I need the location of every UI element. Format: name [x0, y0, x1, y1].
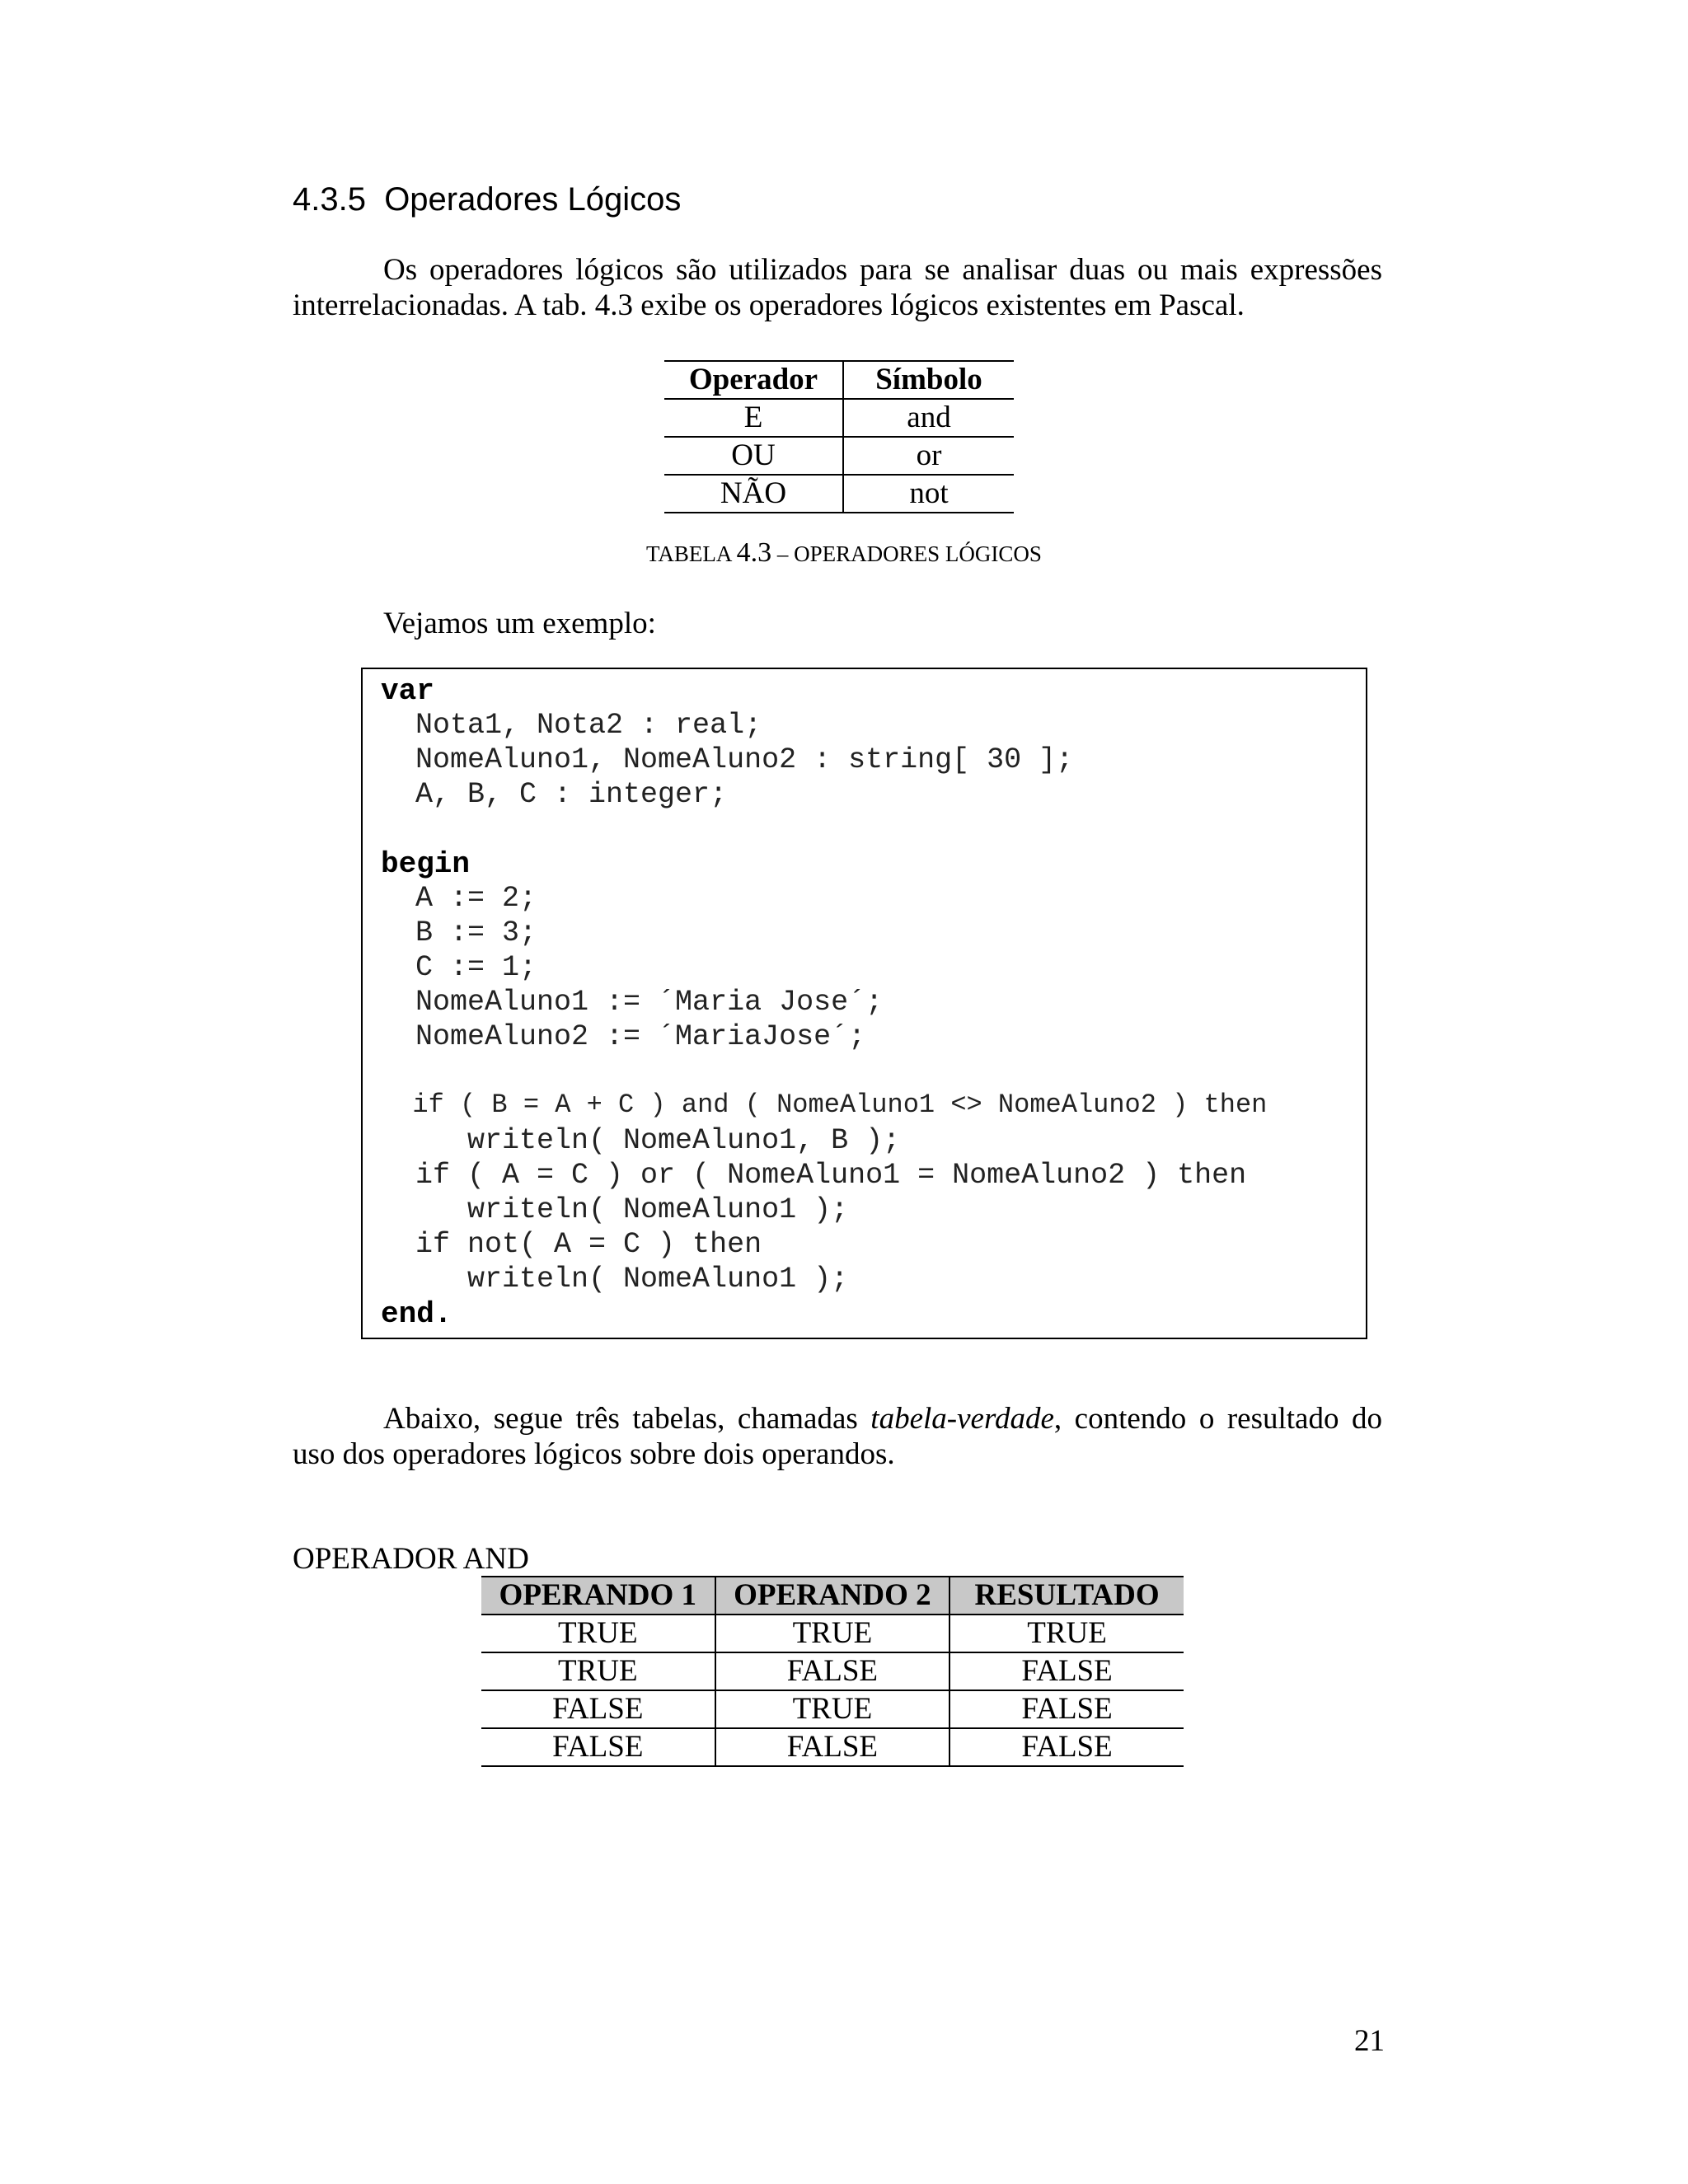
code-line: writeln( NomeAluno1 ); [381, 1193, 849, 1226]
table-row [664, 399, 1014, 437]
table-header-cell: OPERANDO 1 [481, 1577, 715, 1615]
caption-number: 4.3 [736, 537, 772, 568]
code-line: if ( A = C ) or ( NomeAluno1 = NomeAluno2 ) then [381, 1159, 1247, 1192]
code-line: B := 3; [381, 916, 537, 949]
code-line: C := 1; [381, 951, 537, 984]
truth-table-paragraph [293, 1401, 1382, 1472]
logical-operators-table [664, 360, 1014, 513]
table-row [481, 1615, 1184, 1652]
example-intro: Vejamos um exemplo: [383, 607, 656, 640]
caption-suffix: – OPERADORES LÓGICOS [771, 541, 1042, 566]
code-line: end. [381, 1297, 452, 1331]
table-cell: FALSE [950, 1728, 1184, 1766]
table-cell: FALSE [715, 1652, 950, 1690]
table-cell: FALSE [950, 1690, 1184, 1728]
table-cell: NÃO [664, 475, 843, 513]
table-row [481, 1690, 1184, 1728]
table-header-row [664, 361, 1014, 399]
code-line: begin [381, 847, 471, 881]
code-line: var [381, 674, 434, 708]
code-line: writeln( NomeAluno1, B ); [381, 1124, 901, 1157]
table-cell: FALSE [481, 1690, 715, 1728]
code-line: NomeAluno2 := ´MariaJose´; [381, 1020, 866, 1053]
code-line: if ( B = A + C ) and ( NomeAluno1 <> NomeAluno2 ) then [381, 1090, 1268, 1120]
table-header-row [481, 1577, 1184, 1615]
table-cell: TRUE [715, 1690, 950, 1728]
code-line: NomeAluno1, NomeAluno2 : string[ 30 ]; [381, 743, 1074, 776]
page-number: 21 [1354, 2024, 1385, 2058]
code-line: Nota1, Nota2 : real; [381, 709, 762, 742]
table-cell: OU [664, 437, 843, 475]
table-row [481, 1652, 1184, 1690]
table-cell: TRUE [950, 1615, 1184, 1652]
code-line: if not( A = C ) then [381, 1228, 762, 1261]
table-cell: FALSE [950, 1652, 1184, 1690]
table-row [481, 1728, 1184, 1766]
table-row [664, 437, 1014, 475]
code-line: writeln( NomeAluno1 ); [381, 1263, 849, 1296]
table-cell: and [843, 399, 1014, 437]
table-caption [0, 537, 1688, 569]
code-line: A := 2; [381, 882, 537, 915]
table-header-cell: RESULTADO [950, 1577, 1184, 1615]
table-cell: TRUE [481, 1652, 715, 1690]
table-row [664, 475, 1014, 513]
code-line: A, B, C : integer; [381, 778, 728, 811]
code-line: NomeAluno1 := ´Maria Jose´; [381, 986, 884, 1019]
paragraph-italic-term: tabela-verdade [870, 1402, 1054, 1436]
operator-and-label: OPERADOR AND [293, 1542, 529, 1576]
table-header-cell: OPERANDO 2 [715, 1577, 950, 1615]
table-cell: TRUE [715, 1615, 950, 1652]
table-cell: not [843, 475, 1014, 513]
table-cell: or [843, 437, 1014, 475]
paragraph-text: Abaixo, segue três tabelas, chamadas [383, 1402, 871, 1436]
and-truth-table [481, 1576, 1184, 1767]
caption-prefix: TABELA [646, 541, 737, 566]
table-cell: FALSE [481, 1728, 715, 1766]
table-cell: FALSE [715, 1728, 950, 1766]
table-cell: E [664, 399, 843, 437]
table-cell: TRUE [481, 1615, 715, 1652]
table-header-cell: Símbolo [843, 361, 1014, 399]
paragraph-text: , contendo o resultado do uso dos operadores lógicos sobre dois operandos. [293, 1402, 1382, 1471]
section-heading: 4.3.5 Operadores Lógicos [293, 181, 682, 218]
table-header-cell: Operador [664, 361, 843, 399]
intro-paragraph: Os operadores lógicos são utilizados para se analisar duas ou mais expressões interrelacionadas. A tab. 4.3 exibe os operadores lógicos existentes em Pascal. [293, 253, 1382, 322]
